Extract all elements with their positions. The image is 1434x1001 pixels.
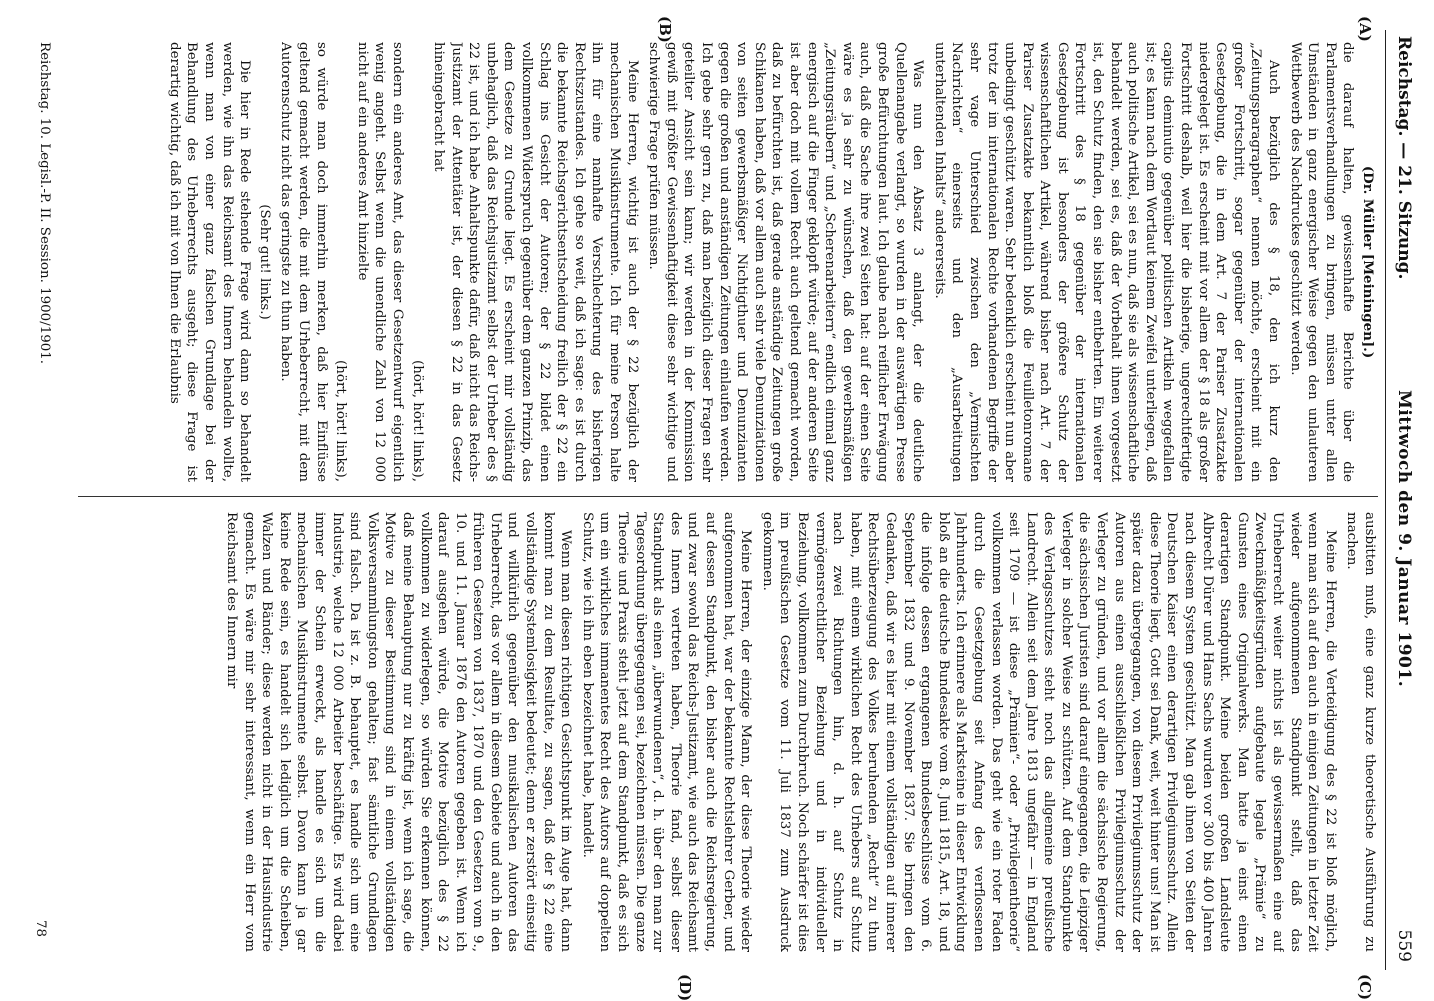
- left-column: [68, 42, 1378, 482]
- paragraph: Meine Herren, der einzige Mann, der diese Theorie wieder aufgenommen hat, war der bekannte Rechtslehrer Gerber, und auf dessen Standpunkt, den bisher auch die Reichsregierung, und zwar sowohl das Reichs-Justizamt, wie auch das Reichsamt des Innern vertreten haben, Theorie fand, selbst dieser Standpunkt als einen „überwundenen“, d. h. über den man zur Tagesordnung übergegangen sei, bezeichnen müssen. Die ganze Theorie und Praxis steht jetzt auf dem Standpunkt, daß es sich um ein wirkliches immanentes Recht des Autors auf doppelten Schutz, wie ich ihn eben bezeichnet habe, handelt.: [579, 512, 754, 952]
- paragraph: Die hier in Rede stehende Frage wird dann so behandelt werden, wie ihn das Reichsamt des Innern behandeln wollte, wenn man von einer ganz falschen Grundlage bei der Behandlung des Urheberrechts ausgeht; diese Frage ist derartig wichtig, daß ich mit von Ihnen die Erlaubnis: [166, 42, 253, 482]
- header-left: Reichstag. — 21. Sitzung.: [1394, 36, 1414, 280]
- interjection: (hört, hört! links),: [409, 360, 425, 482]
- paragraph: Wenn man diesen richtigen Gesichtspunkt im Auge hat, dann kommt man zu dem Resultate, zu sagen, daß der § 22 eine vollständige Systemlosigkeit bedeutet; denn er zerstört einseitig und willkürlich gegenüber den musikalischen Autoren das Urheberrecht, das vor allem in diesem Gebiete und auch in den früheren Gesetzen von 1837, 1870 und den Gesetzen vom 9., 10. und 11. Januar 1876 den Autoren gegeben ist. Wenn ich darauf ausgehen würde, die Motive bezüglich des § 22 vollkommen zu widerlegen, so würden Sie erkennen können, daß meine Behauptung nur zu kräftig ist, wenn ich sage, die Motive zu dieser Bestimmung sind in einem vollständigen Volksversammlungston gehalten; fast sämtliche Grundlagen sind falsch. Da ist z. B. behauptet, es handle sich um eine Industrie, welche 12 000 Arbeiter beschäftige. Es wird dabei immer der Schein erweckt, als handle es sich um die mechanischen Musikinstrumente selbst. Davon kann ja gar keine Rede sein, es handelt sich lediglich um die Scheiben, Walzen und Bänder; diese werden nicht in der Hausindustrie gemacht. Es wäre mir sehr interessant, wenn ein Herr vom Reichsamt des Innern mir: [224, 512, 574, 952]
- paragraph: Meine Herren, wichtig ist auch der § 22 bezüglich der mechanischen Musikinstrumente. Ich für meine Person halte ihn für eine namhafte Verschlechterung des bisherigen Rechtszustandes. Ich gehe so weit, daß ich sage: es ist durch die bekannte Reichsgerichtsentscheidung freilich der § 22 ein Schlag ins Gesicht der Autoren; der § 22 bildet einen vollkommenen Widerspruch gegenüber dem ganzen Prinzip, das dem Gesetze zu Grunde liegt. Es erscheint mir vollständig unbehaglich, daß das Reichsjustizamt selbst der Urheber des § 22 ist, und ich habe Anhaltspunkte dafür, daß nicht das Reichs-Justizamt der Attentäter ist, der diesen § 22 in das Gesetz hineingebracht hat: [431, 42, 640, 482]
- paragraph: so würde man doch immerhin merken, daß hier Einflüsse geltend gemacht werden, die mit dem Urheberrecht, mit dem Autorenschutz nicht das geringste zu thun haben.: [278, 42, 329, 482]
- margin-mark-c: (C): [1356, 974, 1374, 1001]
- margin-mark-b: (B): [656, 16, 674, 43]
- interjection: (hört, hört! links),: [333, 360, 349, 482]
- paragraph: sondern ein anderes Amt, das dieser Gesetzentwurf eigentlich wenig angeht. Selbst wenn die unendliche Zahl von 12 000 nicht auf ein anderes Amt hinzielte: [354, 42, 405, 482]
- sheet-number: 78: [33, 920, 48, 938]
- paragraph: Meine Herren, die Verteidigung des § 22 ist bloß möglich, wenn man sich auf den auch in einigen Zeitungen in letzter Zeit wieder aufgenommenen Standpunkt stellt, daß das Urheberrecht weiter nichts ist als gewissermaßen eine auf Zweckmäßigkeitsgründen aufgebaute legale „Prämie“ zu Gunsten eines Originalwerks. Man hatte ja einst einen derartigen Standpunkt. Meine beiden großen Landsleute Albrecht Dürer und Hans Sachs wurden vor 300 bis 400 Jahren nach diesem System geschützt. Man gab ihnen von Seiten der Deutschen Kaiser einen derartigen Privilegiumsschutz. Allein diese Theorie liegt, Gott sei Dank, weit, weit hinter uns! Man ist später dazu übergegangen, von diesem Privilegiumsschutz der Autoren aus einen ausschließlichen Privilegiumsschutz der Verleger zu gründen, und vor allem die sächsische Regierung, die sächsischen Juristen sind darauf eingegangen, die Leipziger Verleger in solcher Weise zu schützen. Auf dem Standpunkte des Verlagsschutzes steht noch das allgemeine preußische Landrecht. Allein seit dem Jahre 1813 ungefähr — in England seit 1709 — ist diese „Prämien“- oder „Privilegientheorie“ vollkommen verlassen worden. Das geht wie ein roter Faden durch die Gesetzgebung seit Anfang des verflossenen Jahrhunderts. Ich erinnere als Marksteine in dieser Entwicklung bloß an die deutsche Bundesakte vom 8. Juni 1815, Art. 18, und die infolge dessen ergangenen Bundesbeschlüsse vom 6. September 1832 und 9. November 1837. Sie bringen den Gedanken, daß wir es hier mit einem vollständigen auf innerer Rechtsüberzeugung des Volkes beruhenden „Recht“ zu thun haben, mit einem wirklichen Recht des Urhebers auf Schutz nach zwei Richtungen hin, d. h. auf Schutz in vermögensrechtlicher Beziehung und in individueller Beziehung, vollkommen zum Durchbruch. Noch schärfer ist dies im preußischen Gesetze vom 11. Juli 1837 zum Ausdruck gekommen.: [759, 512, 1338, 952]
- margin-mark-d: (D): [676, 974, 694, 1001]
- paragraph: Auch bezüglich des § 18, den ich kurz den „Zeitungsparagraphen“ nennen möchte, erscheint mit ein großer Fortschritt, sogar gegenüber der internationalen Gesetzgebung, die in dem Art. 7 der Pariser Zusatzakte niedergelegt ist. Es erscheint mit vor allem der § 18 als großer Fortschritt deshalb, weil hier die bisherige, ungerechtfertigte capitis deminutio gegenüber politischen Artikeln weggefallen ist; es kann nach dem Wortlaut keinem Zweifel unterliegen, daß auch politische Artikel, sei es nun, daß sie als wissenschaftliche behandelt werden, sei es, daß der Vorbehalt ihnen vorgesetzt ist, den Schutz finden, den sie bisher entbehrten. Ein weiterer Fortschritt des § 18 gegenüber der internationalen Gesetzgebung ist besonders der größere Schutz der wissenschaftlichen Artikel, während bisher nach Art. 7 der Pariser Zusatzakte bekanntlich bloß die Feuilletonromane unbedingt geschützt waren. Sehr bedenklich erscheint nun aber trotz der im internationalen Rechte vorhandenen Begriffe der sehr vage Unterschied zwischen den „Vermischten Nachrichten“ einerseits und den „Ausarbeitungen unterhaltenden Inhalts“ andererseits.: [931, 42, 1282, 482]
- margin-mark-a: (A): [1356, 16, 1374, 42]
- right-column: [68, 512, 1378, 952]
- page-footer: Reichstag. 10. Legisl.-P. II. Session. 1900/1901.: [37, 42, 52, 365]
- page-number: 559: [1394, 929, 1414, 962]
- column-divider: [78, 496, 1378, 497]
- paragraph: Was nun den Absatz 3 anlangt, der die deutliche Quellenangabe verlangt, so wurden in der auswärtigen Presse große Befürchtungen laut. Ich glaube nach reiflicher Erwägung auch, daß die Sache ihre zwei Seiten hat: auf der einen Seite wäre es ja sehr zu wünschen, daß den gewerbsmäßigen „Zeitungsräubern“ und „Scherenarbeitern“ endlich einmal ganz energisch auf die Finger geklopft würde; auf der anderen Seite ist aber doch mit vollem Recht auch geltend gemacht worden, daß zu befürchten ist, daß gerade anständige Zeitungen große Schikanen haben, daß vor allem auch sehr viele Denunziationen von seiten gewerbsmäßiger Nichtigthuer und Denunzianten gegen die großen und anständigen Zeitungen einlaufen werden. Ich gebe sehr gern zu, daß man bezüglich dieser Fragen sehr geteilter Ansicht sein kann; wir werden in der Kommission gewiß mit größter Gewissenhaftigkeit diese sehr wichtige und schwierige Frage prüfen müssen.: [646, 42, 926, 482]
- interjection: (Sehr gut! links.): [256, 204, 272, 320]
- header-date: Mittwoch den 9. Januar 1901.: [1394, 390, 1414, 688]
- speaker-label: (Dr. Müller [Meiningen].): [1360, 165, 1376, 359]
- page-header: [1385, 30, 1420, 970]
- paragraph: ausbitten muß, eine ganz kurze theoretische Ausführung zu machen.: [1344, 512, 1377, 952]
- paragraph: die darauf halten, gewissenhafte Berichte über die Parlamentsverhandlungen zu bringen, müssen unter allen Umständen in ganz energischer Weise gegen den unlauteren Wettbewerb des Nachdruckes geschützt werden.: [1287, 42, 1356, 482]
